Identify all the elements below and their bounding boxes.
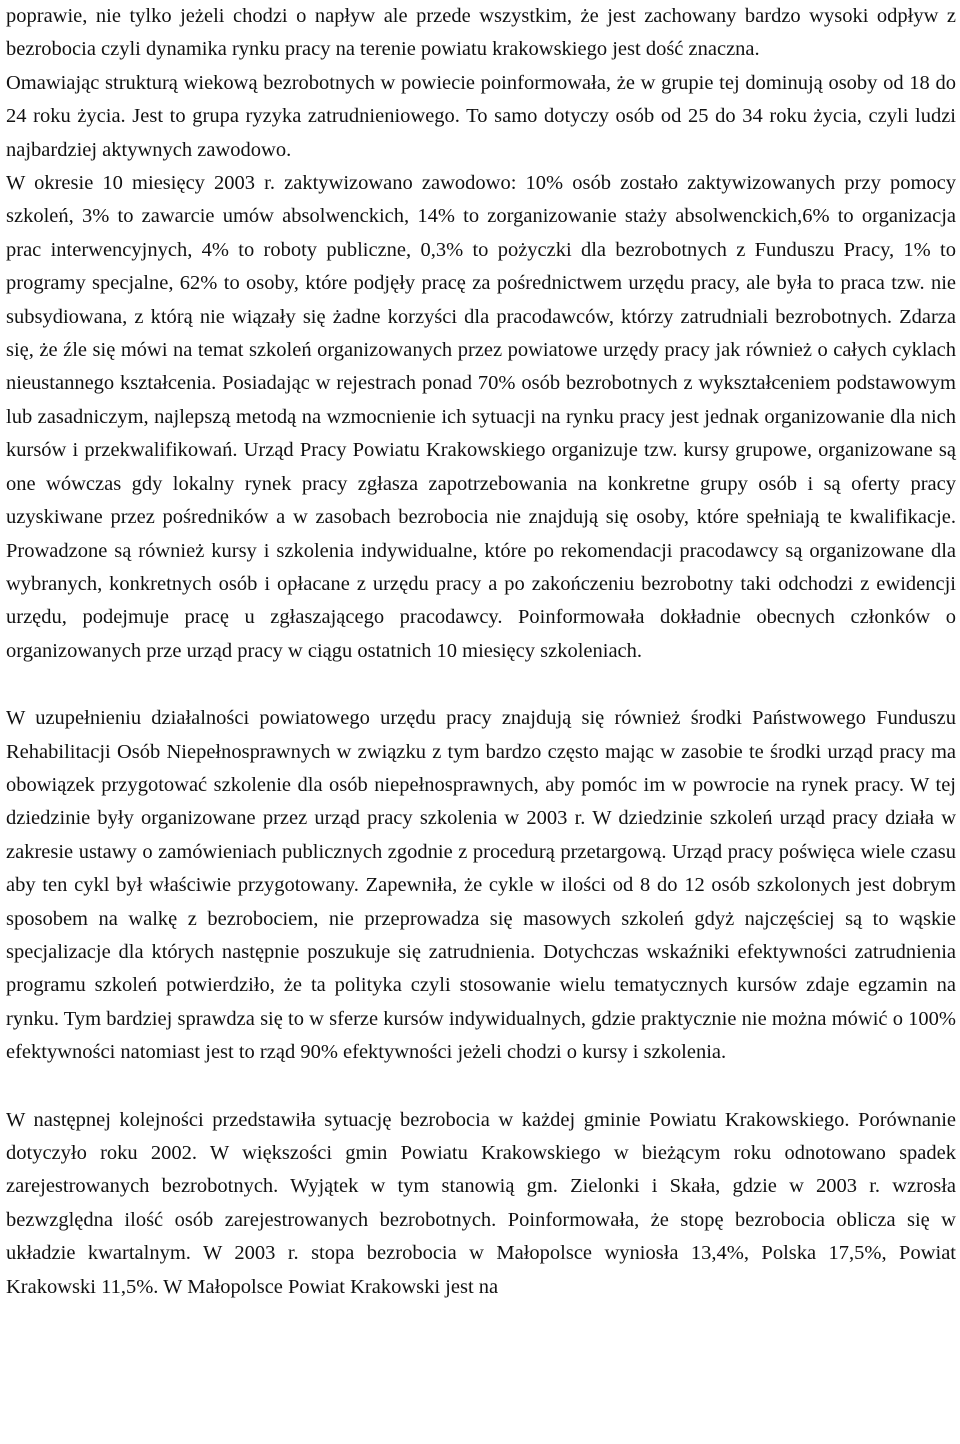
paragraph-pfron: W uzupełnieniu działalności powiatowego urzędu pracy znajdują się również środki Państwowego Funduszu Rehabilitacji Osób Niepełnosprawnych w związku z tym bardzo często mając w zasobie te środki urząd pracy ma obowiązek przygotować szkolenie dla osób niepełnosprawnych, aby pomóc im w powrocie na rynek pracy. W tej dziedzinie były organizowane przez urząd pracy szkolenia w 2003 r. W dziedzinie szkoleń urząd pracy działa w zakresie ustawy o zamówieniach publicznych zgodnie z procedurą przetargową. Urząd pracy poświęca wiele czasu aby ten cykl był właściwie przygotowany. Zapewniła, że cykle w ilości od 8 do 12 osób szkolonych jest dobrym sposobem na walkę z bezrobociem, nie przeprowadza się masowych szkoleń gdyż najczęściej są to wąskie specjalizacje dla których następnie poszukuje się zatrudnienia. Dotychczas wskaźniki efektywności zatrudnienia programu szkoleń potwierdziło, że ta polityka czyli stosowanie wielu tematycznych kursów zdaje egzamin na rynku. Tym bardziej sprawdza się to w sferze kursów indywidualnych, gdzie praktycznie nie można mówić o 100% efektywności natomiast jest to rząd 90% efektywności jeżeli chodzi o kursy i szkolenia. [6, 707, 956, 1064]
paragraph-age-structure: Omawiając strukturą wiekową bezrobotnych w powiecie poinformowała, że w grupie tej dominują osoby od 18 do 24 roku życia. Jest to grupa ryzyka zatrudnieniowego. To samo dotyczy osób od 25 do 34 roku życia, czyli ludzi najbardziej aktywnych zawodowo. [6, 71, 956, 161]
paragraph-intro: poprawie, nie tylko jeżeli chodzi o napływ ale przede wszystkim, że jest zachowany bardzo wysoki odpływ z bezrobocia czyli dynamika rynku pracy na terenie powiatu krakowskiego jest dość znaczna. [6, 5, 956, 61]
paragraph-activation: W okresie 10 miesięcy 2003 r. zaktywizowano zawodowo: 10% osób zostało zaktywizowanych przy pomocy szkoleń, 3% to zawarcie umów absolwenckich, 14% to zorganizowanie staży absolwenckich,6% to organizacja prac interwencyjnych, 4% to roboty publiczne, 0,3% to pożyczki dla bezrobotnych z Funduszu Pracy, 1% to programy specjalne, 62% to osoby, które podjęły pracę za pośrednictwem urzędu pracy, ale była to praca tzw. nie subsydiowana, z którą nie wiązały się żadne korzyści dla pracodawców, którzy zatrudniali bezrobotnych. Zdarza się, że źle się mówi na temat szkoleń organizowanych przez powiatowe urzędy pracy jak również o całych cyklach nieustannego kształcenia. Posiadając w rejestrach ponad 70% osób bezrobotnych z wykształceniem podstawowym lub zasadniczym, najlepszą metodą na wzmocnienie ich sytuacji na rynku pracy jest jednak organizowanie dla nich kursów i przekwalifikowań. Urząd Pracy Powiatu Krakowskiego organizuje tzw. kursy grupowe, organizowane są one wówczas gdy lokalny rynek pracy zgłasza zapotrzebowania na konkretne grupy osób i są oferty pracy uzyskiwane przez pośredników a w zasobach bezrobocia nie znajdują się osoby, które spełniają te kwalifikacje. Prowadzone są również kursy i szkolenia indywidualne, które po rekomendacji pracodawcy są organizowane dla wybranych, konkretnych osób i opłacane z urzędu pracy a po zakończeniu bezrobotny taki odchodzi z ewidencji urzędu, podejmuje pracę u zgłaszającego pracodawcy. Poinformowała dokładnie obecnych członków o organizowanych prze urząd pracy w ciągu ostatnich 10 miesięcy szkoleniach. [6, 172, 956, 662]
paragraph-spacer [6, 1070, 956, 1104]
paragraph-spacer [6, 668, 956, 702]
document-page [6, 0, 956, 1304]
paragraph-unemployment-rate: W następnej kolejności przedstawiła sytuację bezrobocia w każdej gminie Powiatu Krakowskiego. Porównanie dotyczyło roku 2002. W większości gmin Powiatu Krakowskiego w bieżącym roku odnotowano spadek zarejestrowanych bezrobotnych. Wyjątek w tym stanowią gm. Zielonki i Skała, gdzie w 2003 r. wzrosła bezwzględna ilość osób zarejestrowanych bezrobotnych. Poinformowała, że stopę bezrobocia oblicza się w układzie kwartalnym. W 2003 r. stopa bezrobocia w Małopolsce wyniosła 13,4%, Polska 17,5%, Powiat Krakowski 11,5%. W Małopolsce Powiat Krakowski jest na [6, 1108, 956, 1298]
